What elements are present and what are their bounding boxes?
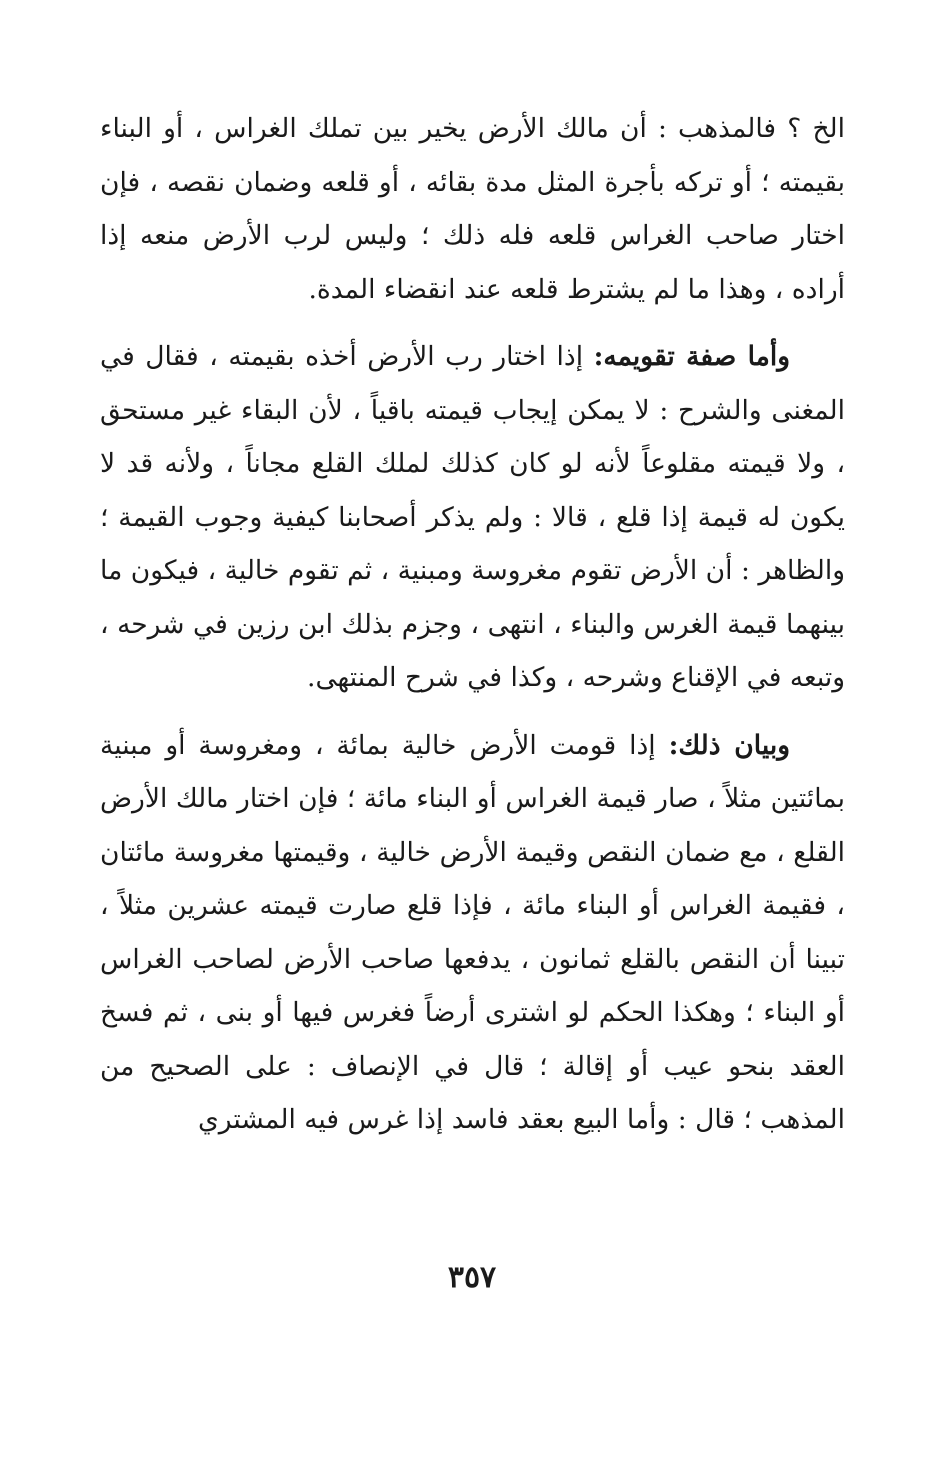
paragraph-1 <box>100 102 845 316</box>
page-body <box>100 102 845 1147</box>
paragraph-3-text: إذا قومت الأرض خالية بمائة ، ومغروسة أو مبنية بمائتين مثلاً ، صار قيمة الغراس أو البناء مائة ؛ فإن اختار مالك الأرض القلع ، مع ضمان النقص وقيمة الأرض خالية ، وقيمتها مغروسة مائتان ، فقيمة الغراس أو البناء مائة ، فإذا قلع صارت قيمته عشرين مثلاً ، تبينا أن النقص بالقلع ثمانون ، يدفعها صاحب الأرض لصاحب الغراس أو البناء ؛ وهكذا الحكم لو اشترى أرضاً فغرس فيها أو بنى ، ثم فسخ العقد بنحو عيب أو إقالة ؛ قال في الإنصاف : على الصحيح من المذهب ؛ قال : وأما البيع بعقد فاسد إذا غرس فيه المشتري <box>100 729 845 1135</box>
paragraph-3 <box>100 719 845 1147</box>
page-number: ٣٥٧ <box>447 1260 497 1295</box>
paragraph-2 <box>100 330 845 705</box>
paragraph-2-text: إذا اختار رب الأرض أخذه بقيمته ، فقال في المغنى والشرح : لا يمكن إيجاب قيمته باقياً ، لأن البقاء غير مستحق ، ولا قيمته مقلوعاً لأنه لو كان كذلك لملك القلع مجاناً ، ولأنه قد لا يكون له قيمة إذا قلع ، قالا : ولم يذكر أصحابنا كيفية وجوب القيمة ؛ والظاهر : أن الأرض تقوم مغروسة ومبنية ، ثم تقوم خالية ، فيكون ما بينهما قيمة الغرس والبناء ، انتهى ، وجزم بذلك ابن رزين في شرحه ، وتبعه في الإقناع وشرحه ، وكذا في شرح المنتهى. <box>100 341 845 693</box>
paragraph-1-text: الخ ؟ فالمذهب : أن مالك الأرض يخير بين تملك الغراس ، أو البناء بقيمته ؛ أو تركه بأجرة المثل مدة بقائه ، أو قلعه وضمان نقصه ، فإن اختار صاحب الغراس قلعه فله ذلك ؛ وليس لرب الأرض منعه إذا أراده ، وهذا ما لم يشترط قلعه عند انقضاء المدة. <box>100 113 845 305</box>
paragraph-2-lead: وأما صفة تقويمه: <box>593 341 790 372</box>
paragraph-3-lead: وبيان ذلك: <box>668 729 790 761</box>
